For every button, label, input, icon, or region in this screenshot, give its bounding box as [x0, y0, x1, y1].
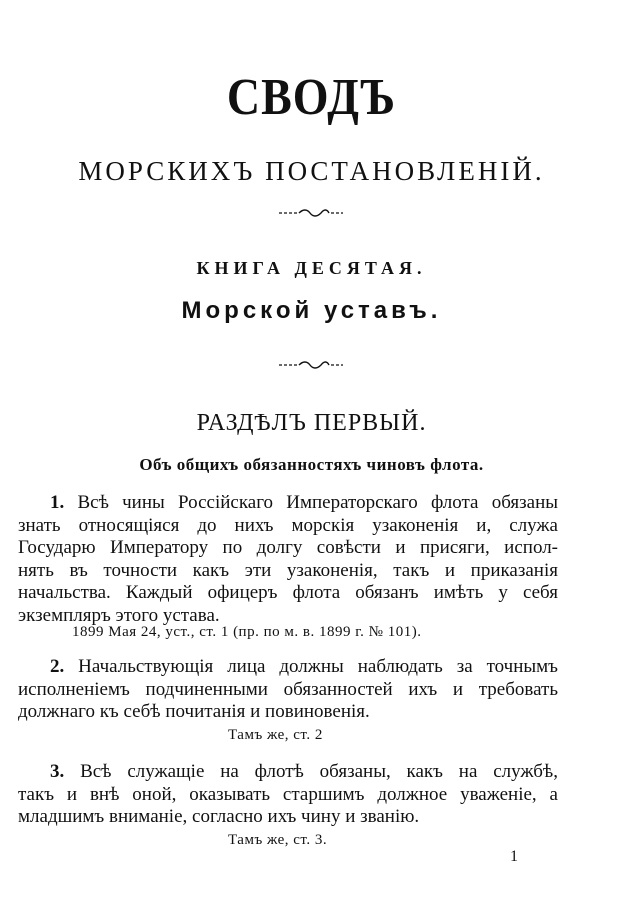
article-line: 3. Всѣ служащіе на флотѣ обязаны, какъ на службѣ, — [50, 761, 558, 782]
subtitle: МОРСКИХЪ ПОСТАНОВЛЕНIЙ. — [78, 156, 545, 186]
main-title: СВОДЪ — [226, 67, 397, 126]
section-title: РАЗДѢЛЪ ПЕРВЫЙ. — [196, 410, 427, 436]
page-number: 1 — [510, 848, 518, 865]
article-2 — [18, 656, 558, 724]
article-number: 2. — [50, 656, 65, 677]
ornament-divider-icon — [0, 360, 623, 370]
article-line: 2. Начальствующія лица должны наблюдать за точнымъ — [50, 656, 558, 677]
article-line: начальства. Каждый офицеръ флота обязанъ имѣть у себя — [18, 582, 558, 603]
article-line: исполненіемъ подчиненными обязанностей ихъ и требовать — [18, 678, 558, 700]
article-number: 1. — [50, 492, 65, 513]
article-line: такъ и внѣ оной, оказывать старшимъ должное уваженіе, а — [18, 783, 558, 805]
article-line: младшимъ вниманіе, согласно ихъ чину и званію. — [18, 806, 420, 827]
article-source: Тамъ же, ст. 3. — [228, 832, 328, 848]
ornament-divider-icon — [0, 208, 623, 218]
article-line: нять въ точности какъ эти узаконенія, такъ и приказанія — [18, 559, 558, 581]
section-subtitle: Объ общихъ обязанностяхъ чиновъ флота. — [139, 455, 484, 474]
book-title: Морской уставъ. — [181, 297, 442, 324]
article-line: экземпляръ этого устава. — [18, 604, 220, 626]
article-line: Государю Императору по долгу совѣсти и присяги, испол- — [18, 537, 558, 558]
article-source: 1899 Мая 24, уст., ст. 1 (пр. по м. в. 1899 г. № 101). — [72, 624, 422, 640]
article-3 — [18, 761, 558, 829]
article-line: знать относящіяся до нихъ морскія узаконенія и, служа — [18, 514, 558, 536]
article-number: 3. — [50, 761, 65, 782]
article-1 — [18, 492, 558, 627]
article-line: 1. Всѣ чины Россійскаго Императорскаго флота обязаны — [50, 492, 559, 513]
article-line: должнаго къ себѣ почитанія и повиновенія. — [18, 701, 370, 722]
book-heading: КНИГА ДЕСЯТАЯ. — [196, 258, 427, 278]
article-source: Тамъ же, ст. 2 — [228, 727, 323, 743]
